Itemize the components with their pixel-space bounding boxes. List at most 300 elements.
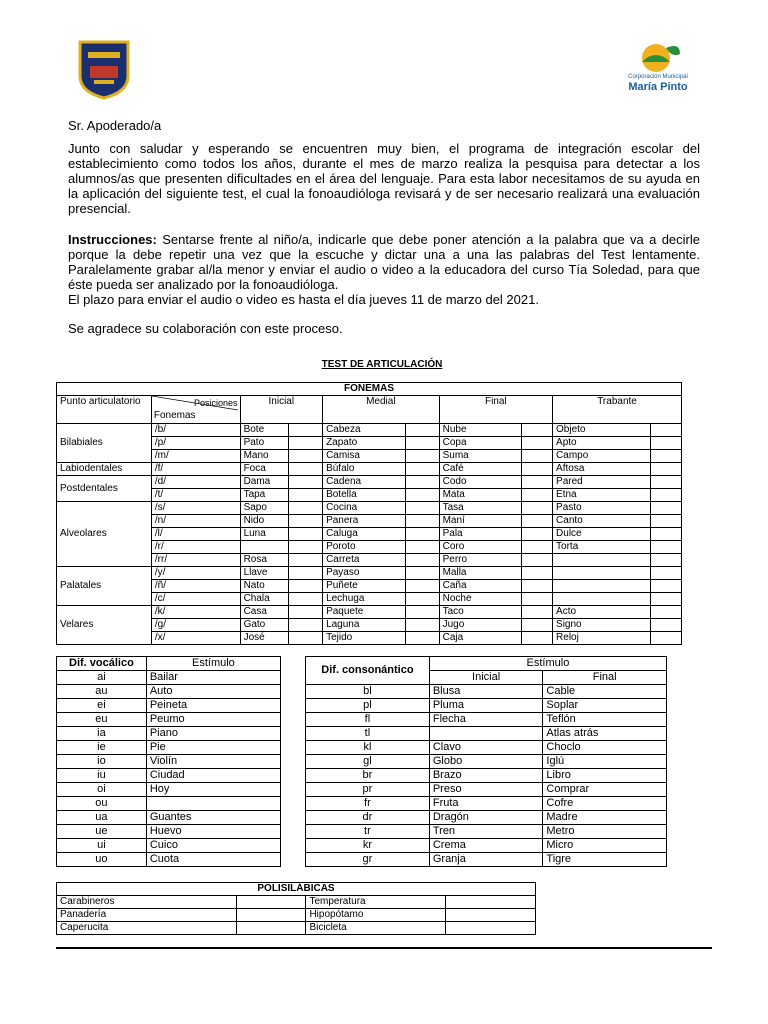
inicial-cell: Blusa — [429, 685, 543, 699]
word-cell: Mata — [439, 489, 522, 502]
diphthong-cell: ia — [57, 727, 147, 741]
corporation-logo — [622, 40, 694, 96]
answer-cell — [522, 554, 553, 567]
vocalico-body — [57, 671, 281, 867]
word-cell: Nube — [439, 424, 522, 437]
final-cell: Metro — [543, 825, 667, 839]
fonema-cell: /p/ — [151, 437, 240, 450]
school-logo — [76, 38, 132, 100]
answer-cell — [289, 541, 323, 554]
final-cell: Cofre — [543, 797, 667, 811]
stimulus-cell: Guantes — [146, 811, 280, 825]
word-cell: Torta — [553, 541, 651, 554]
fonema-cell: /c/ — [151, 593, 240, 606]
polisilabica-row — [57, 896, 536, 909]
word-cell: Pared — [553, 476, 651, 489]
vocalico-col2: Estímulo — [146, 657, 280, 671]
consonantico-row — [306, 755, 667, 769]
punto-articulatorio: Velares — [57, 606, 152, 645]
consonantico-row — [306, 727, 667, 741]
answer-cell — [289, 515, 323, 528]
instructions-paragraph — [68, 232, 700, 307]
vocalico-row — [57, 755, 281, 769]
word-cell: Sapo — [240, 502, 288, 515]
vocalico-row — [57, 853, 281, 867]
word-cell: Payaso — [323, 567, 406, 580]
answer-cell — [522, 619, 553, 632]
word-cell: Suma — [439, 450, 522, 463]
fonema-cell: /y/ — [151, 567, 240, 580]
consonantico-row — [306, 797, 667, 811]
thanks-text: Se agradece su colaboración con este proceso. — [68, 321, 343, 336]
corporation-line2: María Pinto — [628, 81, 688, 93]
word-cell: Gato — [240, 619, 288, 632]
answer-cell — [651, 515, 682, 528]
stimulus-cell: Auto — [146, 685, 280, 699]
answer-cell — [405, 554, 439, 567]
stimulus-cell: Violín — [146, 755, 280, 769]
inicial-cell: Globo — [429, 755, 543, 769]
vocalico-row — [57, 797, 281, 811]
final-cell: Madre — [543, 811, 667, 825]
diphthong-cell: oi — [57, 783, 147, 797]
consonantico-row — [306, 769, 667, 783]
instructions-text: Sentarse frente al niño/a, indicarle que debe poner atención a la palabra que va a decirle porque la debe repetir una vez que la escuche y dictar una a una las palabras del Test lentamente. Paralelamente grabar al/la menor y enviar el audio o video a la educadora del curso Tía Soledad, para que éste pueda ser analizado por la fonoaudióloga. — [68, 232, 700, 292]
word-cell: Paquete — [323, 606, 406, 619]
cluster-cell: tl — [306, 727, 430, 741]
word-cell — [553, 593, 651, 606]
inicial-cell: Brazo — [429, 769, 543, 783]
inicial-cell — [429, 727, 543, 741]
final-cell: Atlas atrás — [543, 727, 667, 741]
polisilabicas-table — [56, 882, 536, 935]
word-cell: Poroto — [323, 541, 406, 554]
fonema-cell: /r/ — [151, 541, 240, 554]
answer-cell — [289, 554, 323, 567]
answer-cell — [651, 502, 682, 515]
cluster-cell: br — [306, 769, 430, 783]
fonema-cell: /rr/ — [151, 554, 240, 567]
final-cell: Choclo — [543, 741, 667, 755]
vocalico-row — [57, 811, 281, 825]
vocalico-row — [57, 727, 281, 741]
word-cell: Caja — [439, 632, 522, 645]
answer-cell — [522, 567, 553, 580]
instructions-label: Instrucciones: — [68, 232, 157, 247]
consonantico-final: Final — [543, 671, 667, 685]
fonema-row — [57, 606, 682, 619]
fonema-cell: /s/ — [151, 502, 240, 515]
word-cell: Perro — [439, 554, 522, 567]
word-cell: Foca — [240, 463, 288, 476]
fonema-cell: /b/ — [151, 424, 240, 437]
fonema-row — [57, 476, 682, 489]
word-cell: Malla — [439, 567, 522, 580]
final-cell: Tigre — [543, 853, 667, 867]
answer-cell — [651, 528, 682, 541]
diphthong-cell: ie — [57, 741, 147, 755]
greeting: Sr. Apoderado/a — [68, 118, 162, 133]
word-cell: Lechuga — [323, 593, 406, 606]
consonantico-inicial: Inicial — [429, 671, 543, 685]
fonemas-body — [57, 424, 682, 645]
fonema-cell: /ñ/ — [151, 580, 240, 593]
word-cell: Aftosa — [553, 463, 651, 476]
word-cell: Laguna — [323, 619, 406, 632]
word-cell: Casa — [240, 606, 288, 619]
consonantico-body — [306, 685, 667, 867]
answer-cell — [522, 580, 553, 593]
diphthong-cell: iu — [57, 769, 147, 783]
answer-cell — [651, 554, 682, 567]
word-cell: Bote — [240, 424, 288, 437]
diphthong-cell: uo — [57, 853, 147, 867]
fonema-cell: /l/ — [151, 528, 240, 541]
word-cell: Cocina — [323, 502, 406, 515]
consonantico-row — [306, 839, 667, 853]
footer-rule — [56, 947, 712, 949]
answer-cell — [522, 489, 553, 502]
polisilabica-row — [57, 909, 536, 922]
cluster-cell: gl — [306, 755, 430, 769]
answer-cell — [522, 528, 553, 541]
consonantico-row — [306, 741, 667, 755]
answer-cell — [522, 502, 553, 515]
inicial-cell: Dragón — [429, 811, 543, 825]
answer-cell — [651, 463, 682, 476]
cluster-cell: gr — [306, 853, 430, 867]
word-cell: Rosa — [240, 554, 288, 567]
answer-cell — [651, 476, 682, 489]
answer-cell — [522, 632, 553, 645]
final-cell: Comprar — [543, 783, 667, 797]
posiciones-label: Posiciones — [194, 398, 238, 408]
stimulus-cell: Cuico — [146, 839, 280, 853]
answer-cell — [405, 580, 439, 593]
vocalico-row — [57, 671, 281, 685]
col-inicial: Inicial — [240, 396, 323, 424]
word-cell: Reloj — [553, 632, 651, 645]
word-cell: Mano — [240, 450, 288, 463]
word-cell: Pato — [240, 437, 288, 450]
consonantico-row — [306, 699, 667, 713]
answer-cell — [446, 896, 536, 909]
stimulus-cell: Pie — [146, 741, 280, 755]
word-cell: Tejido — [323, 632, 406, 645]
answer-cell — [289, 476, 323, 489]
intro-paragraph: Junto con saludar y esperando se encuentren muy bien, el programa de integración escolar del establecimiento como todos los años, durante el mes de marzo realiza la pesquisa para detectar a los alumnos/as que presenten dificultades en el área del lenguaje. Para esta labor necesitamos de su ayuda en la aplicación del siguiente test, el cual la fonoaudióloga revisará y de ser necesario realizará una evaluación presencial. — [68, 141, 700, 216]
final-cell: Cable — [543, 685, 667, 699]
answer-cell — [522, 450, 553, 463]
inicial-cell: Tren — [429, 825, 543, 839]
word-cell: Caluga — [323, 528, 406, 541]
word-cell: Caperucita — [57, 922, 237, 935]
word-cell: Panera — [323, 515, 406, 528]
word-cell: Tapa — [240, 489, 288, 502]
vocalico-row — [57, 825, 281, 839]
answer-cell — [289, 489, 323, 502]
answer-cell — [651, 450, 682, 463]
word-cell: Botella — [323, 489, 406, 502]
answer-cell — [236, 909, 306, 922]
word-cell: Signo — [553, 619, 651, 632]
word-cell: Zapato — [323, 437, 406, 450]
word-cell: Luna — [240, 528, 288, 541]
word-cell: Maní — [439, 515, 522, 528]
diphthong-cell: ua — [57, 811, 147, 825]
consonantico-row — [306, 853, 667, 867]
diphthong-cell: ui — [57, 839, 147, 853]
stimulus-cell: Peineta — [146, 699, 280, 713]
word-cell: Ñato — [240, 580, 288, 593]
col-trabante: Trabante — [553, 396, 682, 424]
final-cell: Iglú — [543, 755, 667, 769]
word-cell: Pala — [439, 528, 522, 541]
punto-articulatorio: Alveolares — [57, 502, 152, 567]
vocalico-col1: Dif. vocálico — [57, 657, 147, 671]
vocalico-row — [57, 741, 281, 755]
answer-cell — [651, 580, 682, 593]
word-cell — [553, 567, 651, 580]
word-cell: Temperatura — [306, 896, 446, 909]
diphthong-cell: ei — [57, 699, 147, 713]
answer-cell — [405, 567, 439, 580]
answer-cell — [405, 424, 439, 437]
answer-cell — [405, 450, 439, 463]
final-cell: Micro — [543, 839, 667, 853]
fonema-cell: /x/ — [151, 632, 240, 645]
vocalico-row — [57, 699, 281, 713]
corporation-line1: Corporación Municipal — [628, 74, 688, 80]
inicial-cell: Pluma — [429, 699, 543, 713]
word-cell: Chala — [240, 593, 288, 606]
fonema-cell: /t/ — [151, 489, 240, 502]
col-medial: Medial — [323, 396, 440, 424]
answer-cell — [289, 502, 323, 515]
consonantico-row — [306, 685, 667, 699]
cluster-cell: pl — [306, 699, 430, 713]
answer-cell — [405, 489, 439, 502]
punto-articulatorio: Palatales — [57, 567, 152, 606]
polisilabicas-title: POLISILÁBICAS — [57, 883, 536, 896]
deadline-text: El plazo para enviar el audio o video es hasta el día jueves 11 de marzo del 2021. — [68, 292, 539, 307]
answer-cell — [651, 619, 682, 632]
word-cell: Pasto — [553, 502, 651, 515]
answer-cell — [289, 619, 323, 632]
cluster-cell: fl — [306, 713, 430, 727]
cluster-cell: kr — [306, 839, 430, 853]
fonema-cell: /k/ — [151, 606, 240, 619]
punto-articulatorio: Bilabiales — [57, 424, 152, 463]
vocalico-table — [56, 656, 281, 867]
answer-cell — [289, 606, 323, 619]
answer-cell — [405, 593, 439, 606]
word-cell: Bicicleta — [306, 922, 446, 935]
cluster-cell: fr — [306, 797, 430, 811]
fonemas-label: Fonemas — [153, 410, 196, 421]
word-cell: Tasa — [439, 502, 522, 515]
col-punto: Punto articulatorio — [57, 396, 152, 424]
answer-cell — [405, 606, 439, 619]
word-cell: Panadería — [57, 909, 237, 922]
answer-cell — [651, 424, 682, 437]
word-cell: Nido — [240, 515, 288, 528]
cluster-cell: bl — [306, 685, 430, 699]
consonantico-col2: Estímulo — [429, 657, 666, 671]
stimulus-cell: Piano — [146, 727, 280, 741]
word-cell: Jugo — [439, 619, 522, 632]
word-cell — [553, 554, 651, 567]
stimulus-cell: Hoy — [146, 783, 280, 797]
polisilabica-row — [57, 922, 536, 935]
answer-cell — [651, 567, 682, 580]
vocalico-row — [57, 769, 281, 783]
fonema-cell: /d/ — [151, 476, 240, 489]
answer-cell — [289, 450, 323, 463]
answer-cell — [522, 476, 553, 489]
answer-cell — [446, 909, 536, 922]
inicial-cell: Granja — [429, 853, 543, 867]
word-cell: Camisa — [323, 450, 406, 463]
word-cell: Cadena — [323, 476, 406, 489]
inicial-cell: Clavo — [429, 741, 543, 755]
word-cell: Acto — [553, 606, 651, 619]
word-cell — [553, 580, 651, 593]
word-cell: Taco — [439, 606, 522, 619]
diphthong-cell: eu — [57, 713, 147, 727]
answer-cell — [289, 437, 323, 450]
answer-cell — [651, 593, 682, 606]
diphthong-cell: ou — [57, 797, 147, 811]
polisilabicas-body — [57, 896, 536, 935]
consonantico-row — [306, 713, 667, 727]
fonema-row — [57, 567, 682, 580]
sun-leaf-icon — [636, 40, 682, 74]
stimulus-cell — [146, 797, 280, 811]
word-cell: Canto — [553, 515, 651, 528]
answer-cell — [236, 922, 306, 935]
answer-cell — [522, 424, 553, 437]
answer-cell — [289, 580, 323, 593]
answer-cell — [651, 541, 682, 554]
answer-cell — [446, 922, 536, 935]
vocalico-row — [57, 783, 281, 797]
word-cell: Hipopótamo — [306, 909, 446, 922]
answer-cell — [405, 528, 439, 541]
answer-cell — [405, 463, 439, 476]
answer-cell — [405, 632, 439, 645]
diphthong-cell: io — [57, 755, 147, 769]
fonema-cell: /n/ — [151, 515, 240, 528]
inicial-cell: Fruta — [429, 797, 543, 811]
answer-cell — [405, 541, 439, 554]
answer-cell — [522, 515, 553, 528]
stimulus-cell: Cuota — [146, 853, 280, 867]
cluster-cell: kl — [306, 741, 430, 755]
answer-cell — [522, 541, 553, 554]
answer-cell — [289, 593, 323, 606]
test-title: TEST DE ARTICULACIÓN — [321, 359, 443, 370]
consonantico-table — [305, 656, 667, 867]
word-cell: Apto — [553, 437, 651, 450]
word-cell: Carabineros — [57, 896, 237, 909]
answer-cell — [289, 528, 323, 541]
answer-cell — [522, 437, 553, 450]
answer-cell — [651, 632, 682, 645]
word-cell: Búfalo — [323, 463, 406, 476]
answer-cell — [289, 632, 323, 645]
word-cell: Objeto — [553, 424, 651, 437]
answer-cell — [651, 606, 682, 619]
cluster-cell: tr — [306, 825, 430, 839]
word-cell: Puñete — [323, 580, 406, 593]
stimulus-cell: Bailar — [146, 671, 280, 685]
answer-cell — [405, 515, 439, 528]
stimulus-cell: Huevo — [146, 825, 280, 839]
stimulus-cell: Peumo — [146, 713, 280, 727]
cluster-cell: pr — [306, 783, 430, 797]
word-cell: Campo — [553, 450, 651, 463]
inicial-cell: Flecha — [429, 713, 543, 727]
word-cell: Copa — [439, 437, 522, 450]
punto-articulatorio: Labiodentales — [57, 463, 152, 476]
stimulus-cell: Ciudad — [146, 769, 280, 783]
final-cell: Soplar — [543, 699, 667, 713]
vocalico-row — [57, 685, 281, 699]
answer-cell — [522, 606, 553, 619]
fonemas-title: FONEMAS — [57, 383, 682, 396]
word-cell: Llave — [240, 567, 288, 580]
word-cell: Dulce — [553, 528, 651, 541]
consonantico-row — [306, 825, 667, 839]
answer-cell — [289, 567, 323, 580]
vocalico-row — [57, 713, 281, 727]
diphthong-cell: au — [57, 685, 147, 699]
cluster-cell: dr — [306, 811, 430, 825]
inicial-cell: Crema — [429, 839, 543, 853]
answer-cell — [651, 489, 682, 502]
fonema-cell: /g/ — [151, 619, 240, 632]
inicial-cell: Preso — [429, 783, 543, 797]
fonema-cell: /m/ — [151, 450, 240, 463]
word-cell — [240, 541, 288, 554]
word-cell: Caña — [439, 580, 522, 593]
fonema-row — [57, 424, 682, 437]
word-cell: José — [240, 632, 288, 645]
fonemas-table — [56, 382, 682, 645]
word-cell: Café — [439, 463, 522, 476]
fonema-cell: /f/ — [151, 463, 240, 476]
answer-cell — [405, 619, 439, 632]
answer-cell — [522, 463, 553, 476]
col-posiciones-fonemas — [151, 396, 240, 424]
consonantico-col1: Dif. consonántico — [306, 657, 430, 685]
answer-cell — [651, 437, 682, 450]
answer-cell — [236, 896, 306, 909]
punto-articulatorio: Postdentales — [57, 476, 152, 502]
answer-cell — [522, 593, 553, 606]
word-cell: Noche — [439, 593, 522, 606]
col-final: Final — [439, 396, 552, 424]
diphthong-cell: ai — [57, 671, 147, 685]
answer-cell — [405, 502, 439, 515]
answer-cell — [289, 463, 323, 476]
vocalico-row — [57, 839, 281, 853]
diphthong-cell: ue — [57, 825, 147, 839]
word-cell: Codo — [439, 476, 522, 489]
answer-cell — [289, 424, 323, 437]
consonantico-row — [306, 783, 667, 797]
